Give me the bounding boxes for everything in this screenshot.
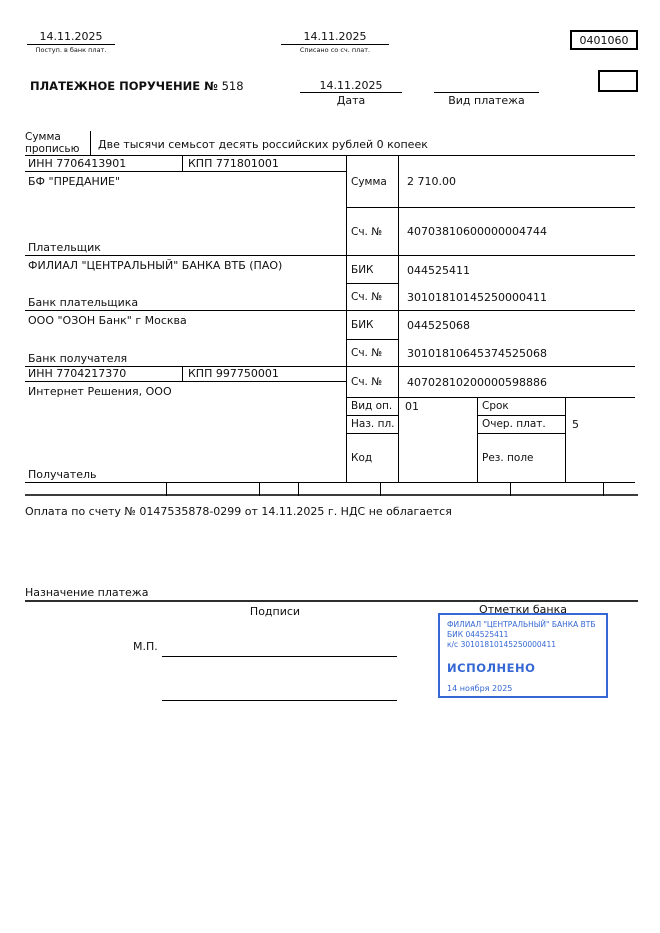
payee-account-label: Сч. №: [347, 367, 399, 397]
op-labels-column: [347, 398, 399, 482]
amount-row: [347, 156, 635, 208]
bank-marks-title: Отметки банка: [479, 603, 567, 616]
payer-bank-label: Банк плательщика: [28, 296, 139, 309]
payee-bank-bik-label: БИК: [347, 311, 399, 340]
payee-bank-bik: 044525068: [407, 319, 470, 332]
stamp-date: 14 ноября 2025: [447, 684, 513, 694]
priority-value: 5: [572, 418, 579, 431]
payer-bank-block: [25, 256, 346, 311]
payer-kpp: КПП 771801001: [188, 157, 279, 170]
payer-account: 40703810600000004744: [407, 225, 547, 238]
payer-account-label: Сч. №: [347, 208, 399, 255]
signature-line-2: [162, 700, 397, 701]
cell-divider: [166, 483, 167, 496]
payment-purpose-text: Оплата по счету № 0147535878-0299 от 14.11.2025 г. НДС не облагается: [25, 505, 452, 518]
date-received-block: [27, 30, 115, 54]
date-received-label: Поступ. в банк плат.: [35, 46, 107, 54]
reserve-field-label: Рез. поле: [482, 452, 534, 464]
document-number: 518: [221, 79, 244, 93]
payer-bank-account-label: Сч. №: [347, 284, 399, 310]
document-title-text: ПЛАТЕЖНОЕ ПОРУЧЕНИЕ №: [30, 79, 218, 93]
op-values-column: [399, 398, 478, 482]
payment-purpose-label: Назначение платежа: [25, 586, 149, 599]
date-label: Дата: [336, 94, 366, 107]
payment-type-label: Вид платежа: [448, 94, 525, 107]
signatures-title: Подписи: [249, 605, 301, 618]
signature-line-1: [162, 656, 397, 657]
payee-bank-account-label: Сч. №: [347, 340, 399, 366]
bank-marks-cells-row: [25, 483, 638, 496]
code-label: Код: [351, 452, 373, 464]
payer-inn-kpp-row: [25, 156, 346, 172]
mp-label: М.П.: [133, 640, 158, 653]
term-labels-column: [478, 398, 566, 482]
payee-bank-name: ООО "ОЗОН Банк" г Москва: [28, 314, 187, 327]
amount-in-words-row: [25, 131, 635, 156]
form-code-box: [570, 30, 638, 50]
payer-bank-bik-row: [347, 256, 635, 284]
date-debited-value: 14.11.2025: [281, 30, 389, 45]
payer-bank-bik-label: БИК: [347, 256, 399, 284]
payer-block: [25, 172, 346, 256]
naz-pl-label: Наз. пл.: [347, 416, 398, 434]
cell-divider: [603, 483, 604, 496]
stamp-bik: БИК 044525411: [447, 629, 509, 639]
payer-bank-account-row: [347, 284, 635, 311]
op-type-value: 01: [405, 400, 419, 413]
document-date: 14.11.2025: [300, 79, 402, 93]
status-box: [598, 70, 638, 92]
left-column: [25, 156, 347, 482]
payee-inn-kpp-row: [25, 367, 346, 382]
term-values-column: [566, 398, 635, 482]
payer-bank-account: 30101810145250000411: [407, 290, 547, 304]
payer-bank-bik: 044525411: [407, 263, 470, 277]
right-column: [347, 156, 635, 482]
payer-account-row: [347, 208, 635, 256]
cell-divider: [259, 483, 260, 496]
payment-type-value: [434, 79, 539, 93]
amount-value: 2 710.00: [407, 175, 456, 188]
payee-label: Получатель: [28, 468, 97, 481]
payee-bank-label: Банк получателя: [28, 352, 128, 365]
amount-in-words-label: Сумма прописью: [25, 131, 91, 155]
op-type-label: Вид оп.: [347, 398, 398, 416]
operation-grid: [347, 398, 635, 482]
payee-kpp: КПП 997750001: [188, 367, 279, 380]
payer-inn: ИНН 7706413901: [25, 156, 183, 171]
main-table: [25, 156, 635, 483]
bank-stamp: [438, 613, 608, 698]
payer-label: Плательщик: [28, 241, 101, 254]
stamp-corr-account: к/с 30101810145250000411: [447, 639, 556, 649]
date-field: [300, 79, 402, 107]
document-title: [30, 79, 244, 93]
cell-divider: [298, 483, 299, 496]
payee-name: Интернет Решения, ООО: [28, 385, 172, 398]
payee-bank-block: [25, 311, 346, 367]
cell-divider: [380, 483, 381, 496]
payee-bank-account: 30101810645374525068: [407, 346, 547, 360]
purpose-divider-line: [25, 600, 638, 602]
payer-bank-name: ФИЛИАЛ "ЦЕНТРАЛЬНЫЙ" БАНКА ВТБ (ПАО): [28, 259, 283, 272]
date-debited-block: [281, 30, 389, 54]
amount-in-words-value: Две тысячи семьсот десять российских рублей 0 копеек: [98, 138, 428, 151]
stamp-status: ИСПОЛНЕНО: [447, 661, 536, 676]
cell-divider: [510, 483, 511, 496]
term-label: Срок: [478, 398, 565, 416]
date-debited-label: Списано со сч. плат.: [299, 46, 371, 54]
form-code: 0401060: [579, 33, 629, 47]
payee-account-row: [347, 367, 635, 398]
payment-type-field: [434, 79, 539, 107]
payee-bank-bik-row: [347, 311, 635, 340]
priority-label: Очер. плат.: [478, 416, 565, 434]
payee-account: 40702810200000598886: [407, 375, 547, 389]
amount-label: Сумма: [347, 156, 399, 207]
payee-block: [25, 382, 346, 482]
date-received-value: 14.11.2025: [27, 30, 115, 45]
payer-name: БФ "ПРЕДАНИЕ": [28, 175, 121, 188]
stamp-bank-name: ФИЛИАЛ "ЦЕНТРАЛЬНЫЙ" БАНКА ВТБ: [447, 620, 596, 629]
payee-inn: ИНН 7704217370: [25, 367, 183, 381]
payee-bank-account-row: [347, 340, 635, 367]
